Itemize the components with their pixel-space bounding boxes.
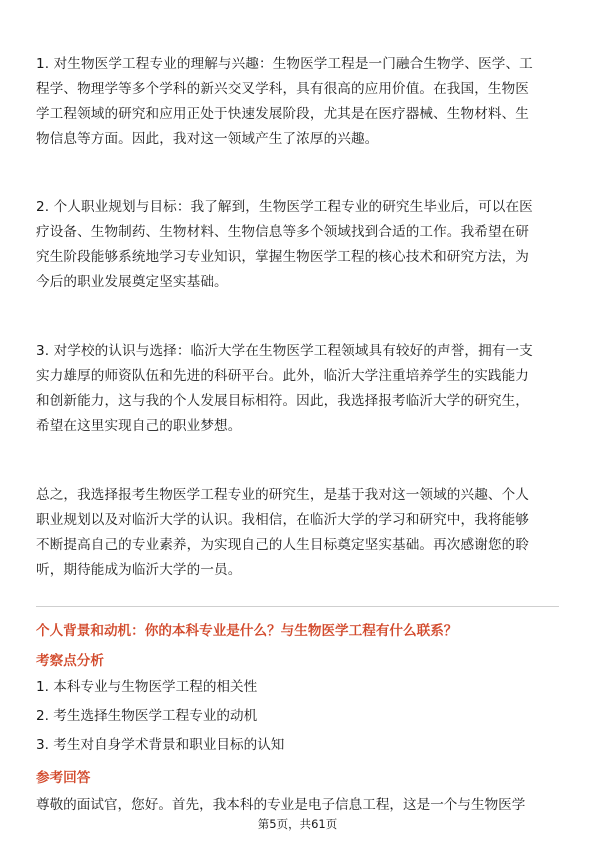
paragraph-career-plan — [36, 195, 562, 295]
reference-answer-text: 尊敬的面试官，您好。首先，我本科的专业是电子信息工程，这是一个与生物医学 — [36, 797, 526, 813]
paragraph-school-choice — [36, 339, 562, 439]
paragraph-line: 疗设备、生物制药、生物材料、生物信息等多个领域找到合适的工作。我希望在研 — [36, 224, 529, 240]
paragraph-line: 听，期待能成为临沂大学的一员。 — [36, 562, 242, 578]
paragraph-text — [36, 195, 562, 295]
section-divider — [36, 606, 559, 607]
paragraph-line: 物信息等方面。因此，我对这一领域产生了浓厚的兴趣。 — [36, 131, 379, 147]
paragraph-summary — [36, 483, 562, 583]
analysis-item: 1. 本科专业与生物医学工程的相关性 — [36, 679, 258, 695]
page-number: 第5页，共61页 — [257, 817, 338, 831]
paragraph-line: 1. 对生物医学工程专业的理解与兴趣：生物医学工程是一门融合生物学、医学、工 — [36, 56, 533, 72]
paragraph-line: 希望在这里实现自己的职业梦想。 — [36, 418, 242, 434]
paragraph-line: 程学、物理学等多个学科的新兴交叉学科，具有很高的应用价值。在我国，生物医 — [36, 81, 529, 97]
reference-heading: 参考回答 — [36, 770, 91, 786]
paragraph-line: 3. 对学校的认识与选择：临沂大学在生物医学工程领域具有较好的声誉，拥有一支 — [36, 343, 533, 359]
paragraph-line: 和创新能力，这与我的个人发展目标相符。因此，我选择报考临沂大学的研究生， — [36, 393, 529, 409]
analysis-heading: 考察点分析 — [36, 653, 104, 669]
analysis-item: 3. 考生对自身学术背景和职业目标的认知 — [36, 737, 285, 753]
question-title: 个人背景和动机：你的本科专业是什么？与生物医学工程有什么联系？ — [36, 623, 458, 639]
paragraph-line: 学工程领域的研究和应用正处于快速发展阶段，尤其是在医疗器械、生物材料、生 — [36, 106, 529, 122]
paragraph-line: 总之，我选择报考生物医学工程专业的研究生，是基于我对这一领域的兴趣、个人 — [36, 487, 529, 503]
paragraph-text — [36, 339, 562, 439]
paragraph-understanding — [36, 52, 562, 152]
paragraph-line: 究生阶段能够系统地学习专业知识，掌握生物医学工程的核心技术和研究方法，为 — [36, 249, 529, 265]
paragraph-line: 不断提高自己的专业素养，为实现自己的人生目标奠定坚实基础。再次感谢您的聆 — [36, 537, 529, 553]
analysis-item: 2. 考生选择生物医学工程专业的动机 — [36, 708, 258, 724]
paragraph-line: 职业规划以及对临沂大学的认识。我相信，在临沂大学的学习和研究中，我将能够 — [36, 512, 529, 528]
paragraph-line: 实力雄厚的师资队伍和先进的科研平台。此外，临沂大学注重培养学生的实践能力 — [36, 368, 529, 384]
paragraph-line: 今后的职业发展奠定坚实基础。 — [36, 274, 228, 290]
paragraph-text — [36, 483, 562, 583]
paragraph-text — [36, 52, 562, 152]
paragraph-line: 2. 个人职业规划与目标：我了解到，生物医学工程专业的研究生毕业后，可以在医 — [36, 199, 533, 215]
